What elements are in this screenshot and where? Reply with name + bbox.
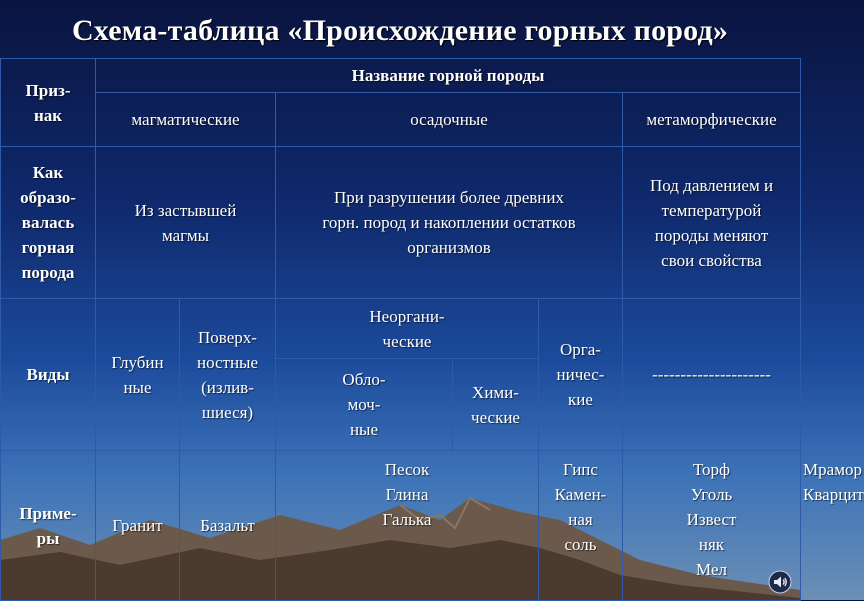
origin-metamorphic-cell: Под давлением и температурой породы меняют свои свойства xyxy=(623,147,801,299)
example-clastic-cell: Песок Глина Галька xyxy=(276,451,539,601)
rock-origin-table: Приз- нак Название горной породы магматические осадочные метаморфические Как образо- валась горная порода Из застывшей магмы При разрушении более древних горн. пород и накоплении остатков организмов Под давлением и температурой породы меняют свои свойства Виды Глубин ные Поверх- ностные (излив- шиеся) Неоргани- ческие Орга- ничес- кие --------------------- Обло- моч- ные Хими- ческие Приме- ры Гранит Базальт Песок Глина Галька Гипс Камен- ная соль Торф Уголь Извест няк Мел Мрамор Кварцит xyxy=(0,58,801,601)
type-magmatic-cell: магматические xyxy=(96,93,276,147)
corner-label-cell: Приз- нак xyxy=(1,59,96,147)
kind-surface-cell: Поверх- ностные (излив- шиеся) xyxy=(180,299,276,451)
speaker-icon[interactable] xyxy=(768,570,792,594)
example-deep-cell: Гранит xyxy=(96,451,180,601)
group-header-cell: Название горной породы xyxy=(96,59,801,93)
example-surface-cell: Базальт xyxy=(180,451,276,601)
type-sedimentary-cell: осадочные xyxy=(276,93,623,147)
kinds-label-cell: Виды xyxy=(1,299,96,451)
kind-clastic-cell: Обло- моч- ные xyxy=(276,359,453,451)
origin-magmatic-cell: Из застывшей магмы xyxy=(96,147,276,299)
page-title: Схема-таблица «Происхождение горных пород» xyxy=(71,14,729,47)
kind-organic-cell: Орга- ничес- кие xyxy=(539,299,623,451)
origin-sedimentary-cell: При разрушении более древних горн. пород и накоплении остатков организмов xyxy=(276,147,623,299)
origin-label-cell: Как образо- валась горная порода xyxy=(1,147,96,299)
example-organic-cell: Торф Уголь Извест няк Мел xyxy=(623,451,801,601)
kind-inorganic-cell: Неоргани- ческие xyxy=(276,299,539,359)
kind-chemical-cell: Хими- ческие xyxy=(453,359,539,451)
examples-label-cell: Приме- ры xyxy=(1,451,96,601)
example-chemical-cell: Гипс Камен- ная соль xyxy=(539,451,623,601)
type-metamorphic-cell: метаморфические xyxy=(623,93,801,147)
kind-metamorphic-cell: --------------------- xyxy=(623,299,801,451)
kind-deep-cell: Глубин ные xyxy=(96,299,180,451)
